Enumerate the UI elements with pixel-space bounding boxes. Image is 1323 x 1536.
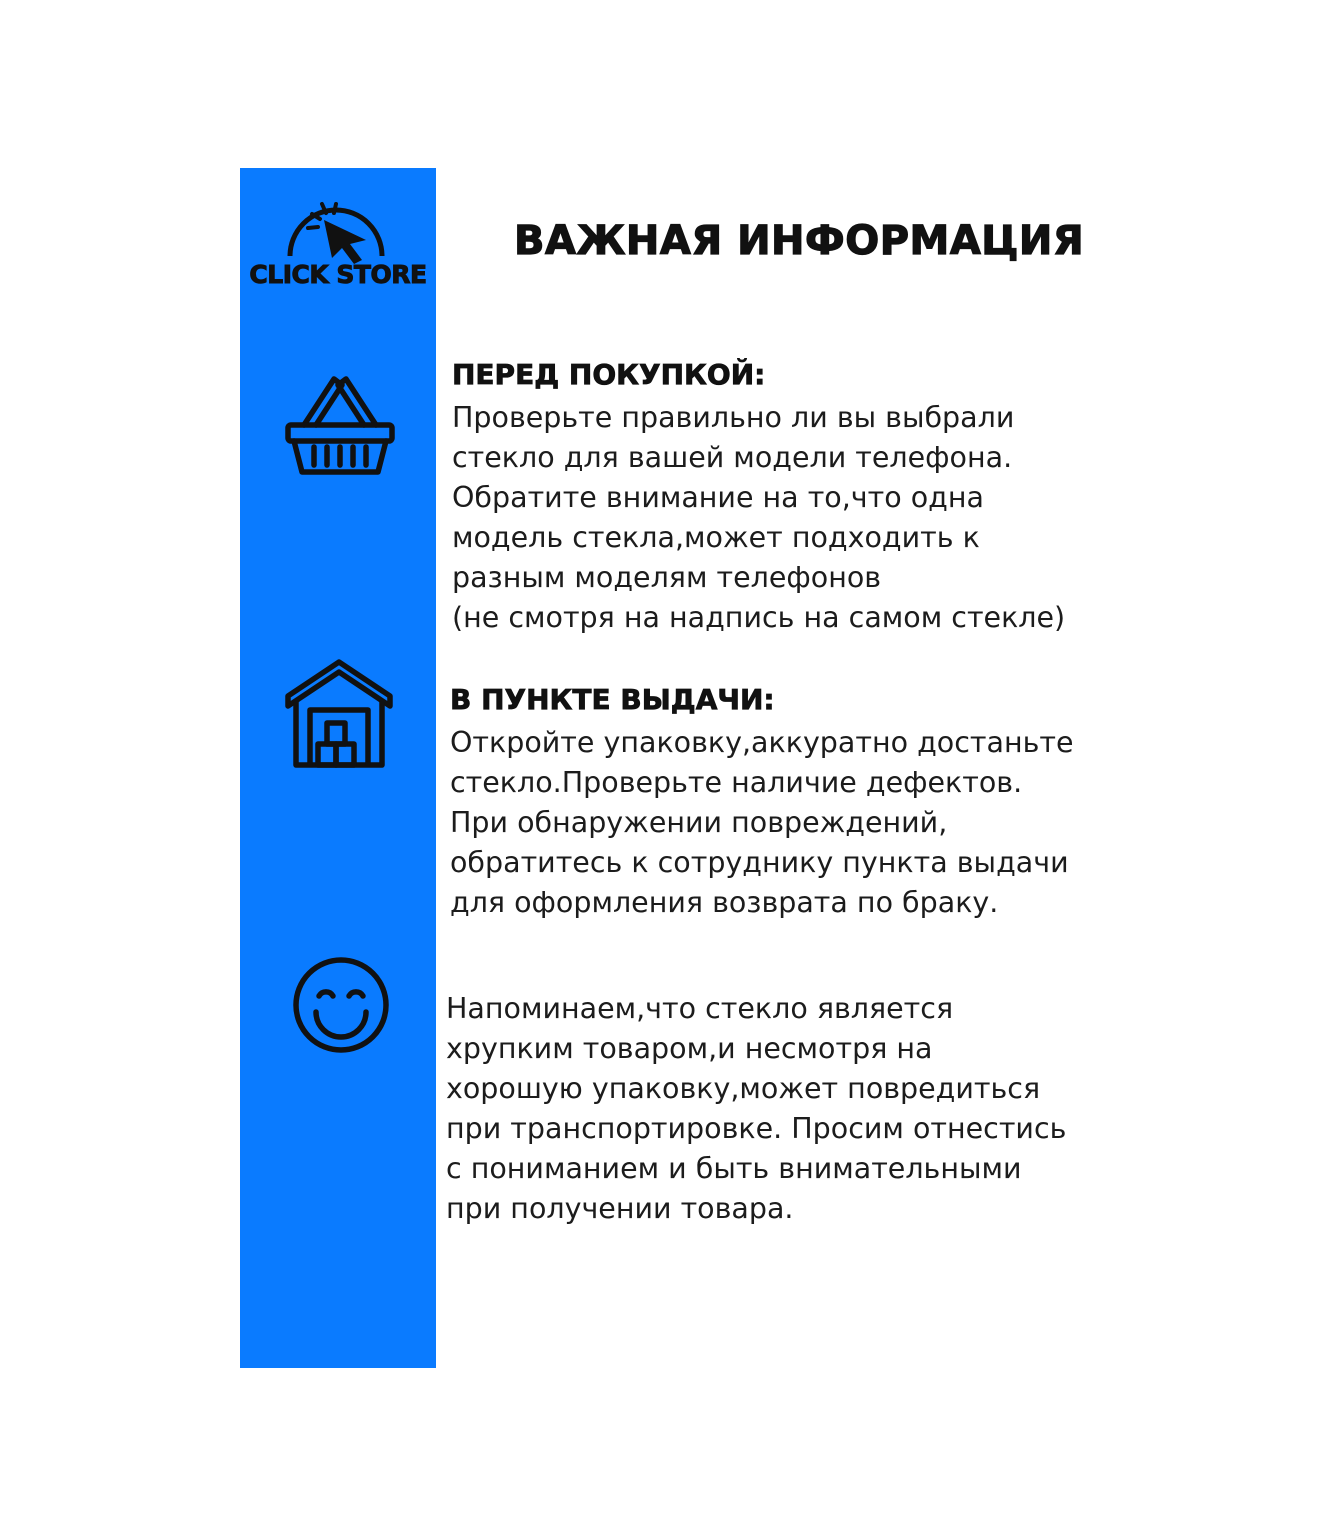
text-line: стекло.Проверьте наличие дефектов. <box>450 766 1023 799</box>
text-line: хорошую упаковку,может повредиться <box>446 1072 1041 1105</box>
cursor-click-icon <box>284 192 392 264</box>
text-line: Напоминаем,что стекло является <box>446 992 954 1025</box>
text-line: Откройте упаковку,аккуратно достаньте <box>450 726 1074 759</box>
text-line: разным моделям телефонов <box>452 561 882 594</box>
blue-sidebar <box>240 168 436 1368</box>
section-heading-before-purchase: ПЕРЕД ПОКУПКОЙ: <box>452 358 766 391</box>
section-heading-pickup-point: В ПУНКТЕ ВЫДАЧИ: <box>450 683 775 716</box>
smile-icon <box>292 956 390 1054</box>
section-text-reminder <box>446 989 1066 1229</box>
text-line: (не смотря на надпись на самом стекле) <box>452 601 1066 634</box>
text-line: хрупким товаром,и несмотря на <box>446 1032 933 1065</box>
text-line: при получении товара. <box>446 1192 794 1225</box>
text-line: с пониманием и быть внимательными <box>446 1152 1022 1185</box>
text-line: для оформления возврата по браку. <box>450 886 999 919</box>
brand-name: CLICK STORE <box>249 260 427 289</box>
section-text-pickup-point <box>450 723 1074 923</box>
text-line: модель стекла,может подходить к <box>452 521 980 554</box>
warehouse-icon <box>284 658 394 770</box>
page-title: ВАЖНАЯ ИНФОРМАЦИЯ <box>514 218 1085 264</box>
text-line: обратитесь к сотруднику пункта выдачи <box>450 846 1069 879</box>
basket-icon <box>284 373 396 478</box>
text-line: стекло для вашей модели телефона. <box>452 441 1013 474</box>
section-text-before-purchase <box>452 398 1065 638</box>
text-line: Проверьте правильно ли вы выбрали <box>452 401 1015 434</box>
text-line: При обнаружении повреждений, <box>450 806 948 839</box>
text-line: Обратите внимание на то,что одна <box>452 481 984 514</box>
text-line: при транспортировке. Просим отнестись <box>446 1112 1067 1145</box>
brand-logo <box>240 190 436 300</box>
info-card <box>240 168 1100 1368</box>
